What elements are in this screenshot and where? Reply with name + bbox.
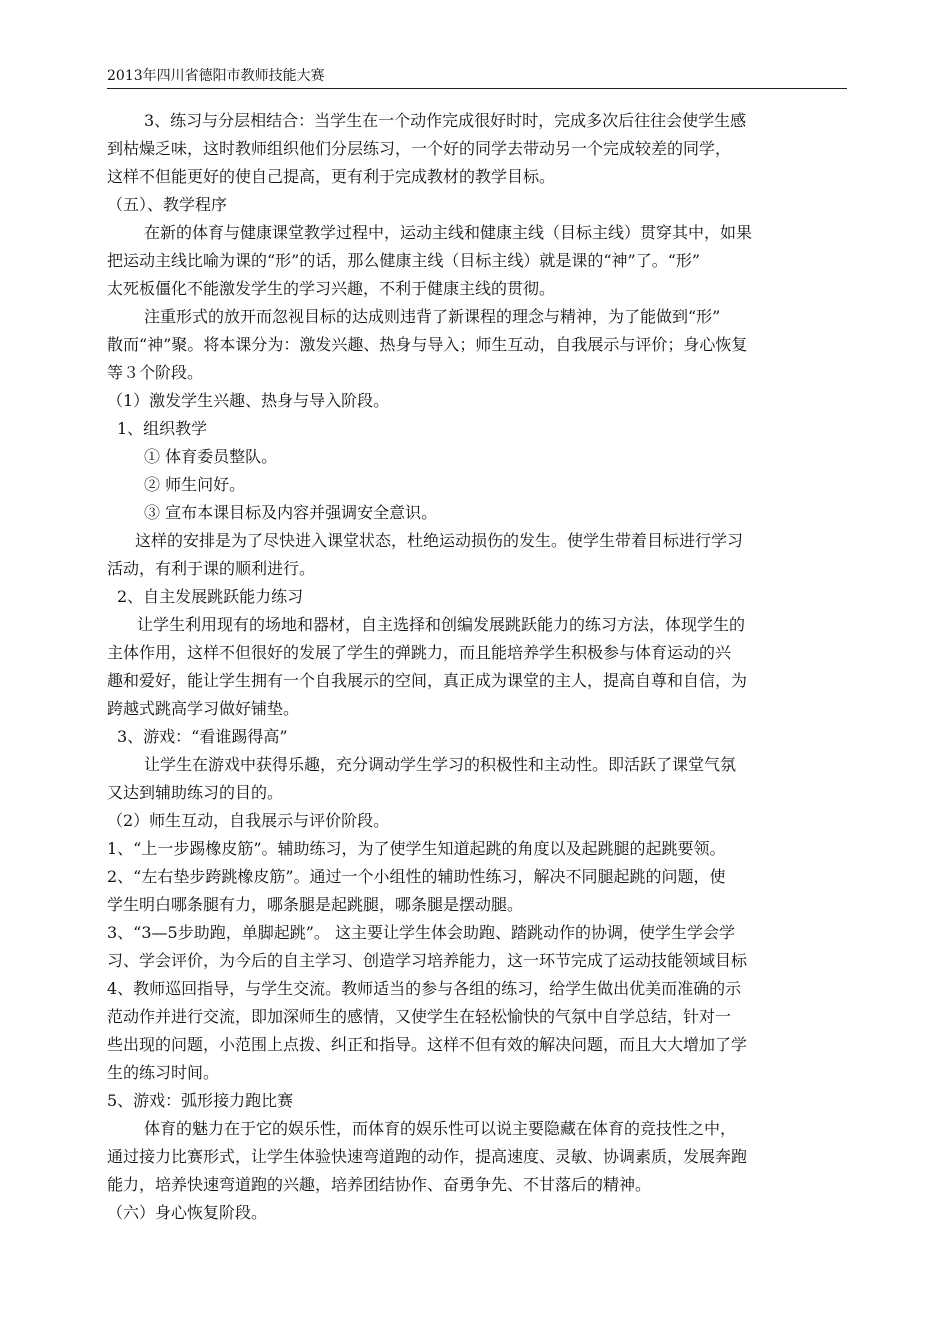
text-line: 主体作用，这样不但很好的发展了学生的弹跳力，而且能培养学生积极参与体育运动的兴 <box>107 643 732 662</box>
text-line: （五）、教学程序 <box>107 195 228 214</box>
text-line: 这样的安排是为了尽快进入课堂状态，杜绝运动损伤的发生。使学生带着目标进行学习 <box>135 531 744 550</box>
header-divider <box>107 88 847 89</box>
text-line: 3、“3—5步助跑，单脚起跳”。 这主要让学生体会助跑、踏跳动作的协调，使学生学会学 <box>107 923 735 942</box>
text-line: 通过接力比赛形式，让学生体验快速弯道跑的动作，提高速度、灵敏、协调素质，发展奔跑 <box>107 1147 748 1166</box>
text-line: 又达到辅助练习的目的。 <box>107 783 284 802</box>
text-line: 生的练习时间。 <box>107 1063 220 1082</box>
text-line: 学生明白哪条腿有力，哪条腿是起跳腿，哪条腿是摆动腿。 <box>107 895 524 914</box>
text-line: 能力，培养快速弯道跑的兴趣，培养团结协作、奋勇争先、不甘落后的精神。 <box>107 1175 652 1194</box>
text-line: 趣和爱好，能让学生拥有一个自我展示的空间，真正成为课堂的主人，提高自尊和自信，为 <box>107 671 748 690</box>
text-line: 让学生利用现有的场地和器材，自主选择和创编发展跳跃能力的练习方法，体现学生的 <box>137 615 746 634</box>
text-line: 跨越式跳高学习做好铺垫。 <box>107 699 300 718</box>
text-line: 让学生在游戏中获得乐趣，充分调动学生学习的积极性和主动性。即活跃了课堂气氛 <box>144 755 737 774</box>
text-line: 体育的魅力在于它的娱乐性，而体育的娱乐性可以说主要隐藏在体育的竞技性之中， <box>144 1119 737 1138</box>
text-line: ① 体育委员整队。 <box>144 447 278 466</box>
text-line: 散而“神”聚。将本课分为：激发兴趣、热身与导入；师生互动，自我展示与评价；身心恢复 <box>107 335 748 354</box>
text-line: 3、游戏：“看谁踢得高” <box>117 727 288 746</box>
text-line: （六）身心恢复阶段。 <box>107 1203 268 1222</box>
text-line: 1、“上一步踢橡皮筋”。辅助练习，为了使学生知道起跳的角度以及起跳腿的起跳要领。 <box>107 839 726 858</box>
text-line: 范动作并进行交流，即加深师生的感情，又使学生在轻松愉快的气氛中自学总结，针对一 <box>107 1007 732 1026</box>
text-line: 等３个阶段。 <box>107 363 204 382</box>
text-line: 4、教师巡回指导，与学生交流。教师适当的参与各组的练习，给学生做出优美而准确的示 <box>107 979 742 998</box>
text-line: ③ 宣布本课目标及内容并强调安全意识。 <box>144 503 438 522</box>
text-line: 1、组织教学 <box>117 419 208 438</box>
text-line: 注重形式的放开而忽视目标的达成则违背了新课程的理念与精神，为了能做到“形” <box>144 307 721 326</box>
text-line: 活动，有利于课的顺利进行。 <box>107 559 316 578</box>
document-body <box>107 107 849 1227</box>
text-line: （1）激发学生兴趣、热身与导入阶段。 <box>107 391 390 410</box>
text-line: 3、练习与分层相结合：当学生在一个动作完成很好时时，完成多次后往往会使学生感 <box>144 111 747 130</box>
text-line: （2）师生互动，自我展示与评价阶段。 <box>107 811 390 830</box>
text-line: 在新的体育与健康课堂教学过程中，运动主线和健康主线（目标主线）贯穿其中，如果 <box>144 223 753 242</box>
text-line: 2、“左右垫步跨跳橡皮筋”。通过一个小组性的辅助性练习，解决不同腿起跳的问题，使 <box>107 867 726 886</box>
text-line: 2、自主发展跳跃能力练习 <box>117 587 304 606</box>
text-line: 5、游戏：弧形接力跑比赛 <box>107 1091 294 1110</box>
text-line: 把运动主线比喻为课的“形”的话，那么健康主线（目标主线）就是课的“神”了。“形” <box>107 251 701 270</box>
page-header: 2013年四川省德阳市教师技能大赛 <box>107 68 325 84</box>
text-line: 习、学会评价，为今后的自主学习、创造学习培养能力，这一环节完成了运动技能领域目标 <box>107 951 748 970</box>
text-line: 这样不但能更好的使自己提高，更有利于完成教材的教学目标。 <box>107 167 556 186</box>
text-line: ② 师生问好。 <box>144 475 246 494</box>
text-line: 到枯燥乏味，这时教师组织他们分层练习，一个好的同学去带动另一个完成较差的同学， <box>107 139 732 158</box>
text-line: 些出现的问题，小范围上点拨、纠正和指导。这样不但有效的解决问题，而且大大增加了学 <box>107 1035 748 1054</box>
text-line: 太死板僵化不能激发学生的学习兴趣，不利于健康主线的贯彻。 <box>107 279 556 298</box>
